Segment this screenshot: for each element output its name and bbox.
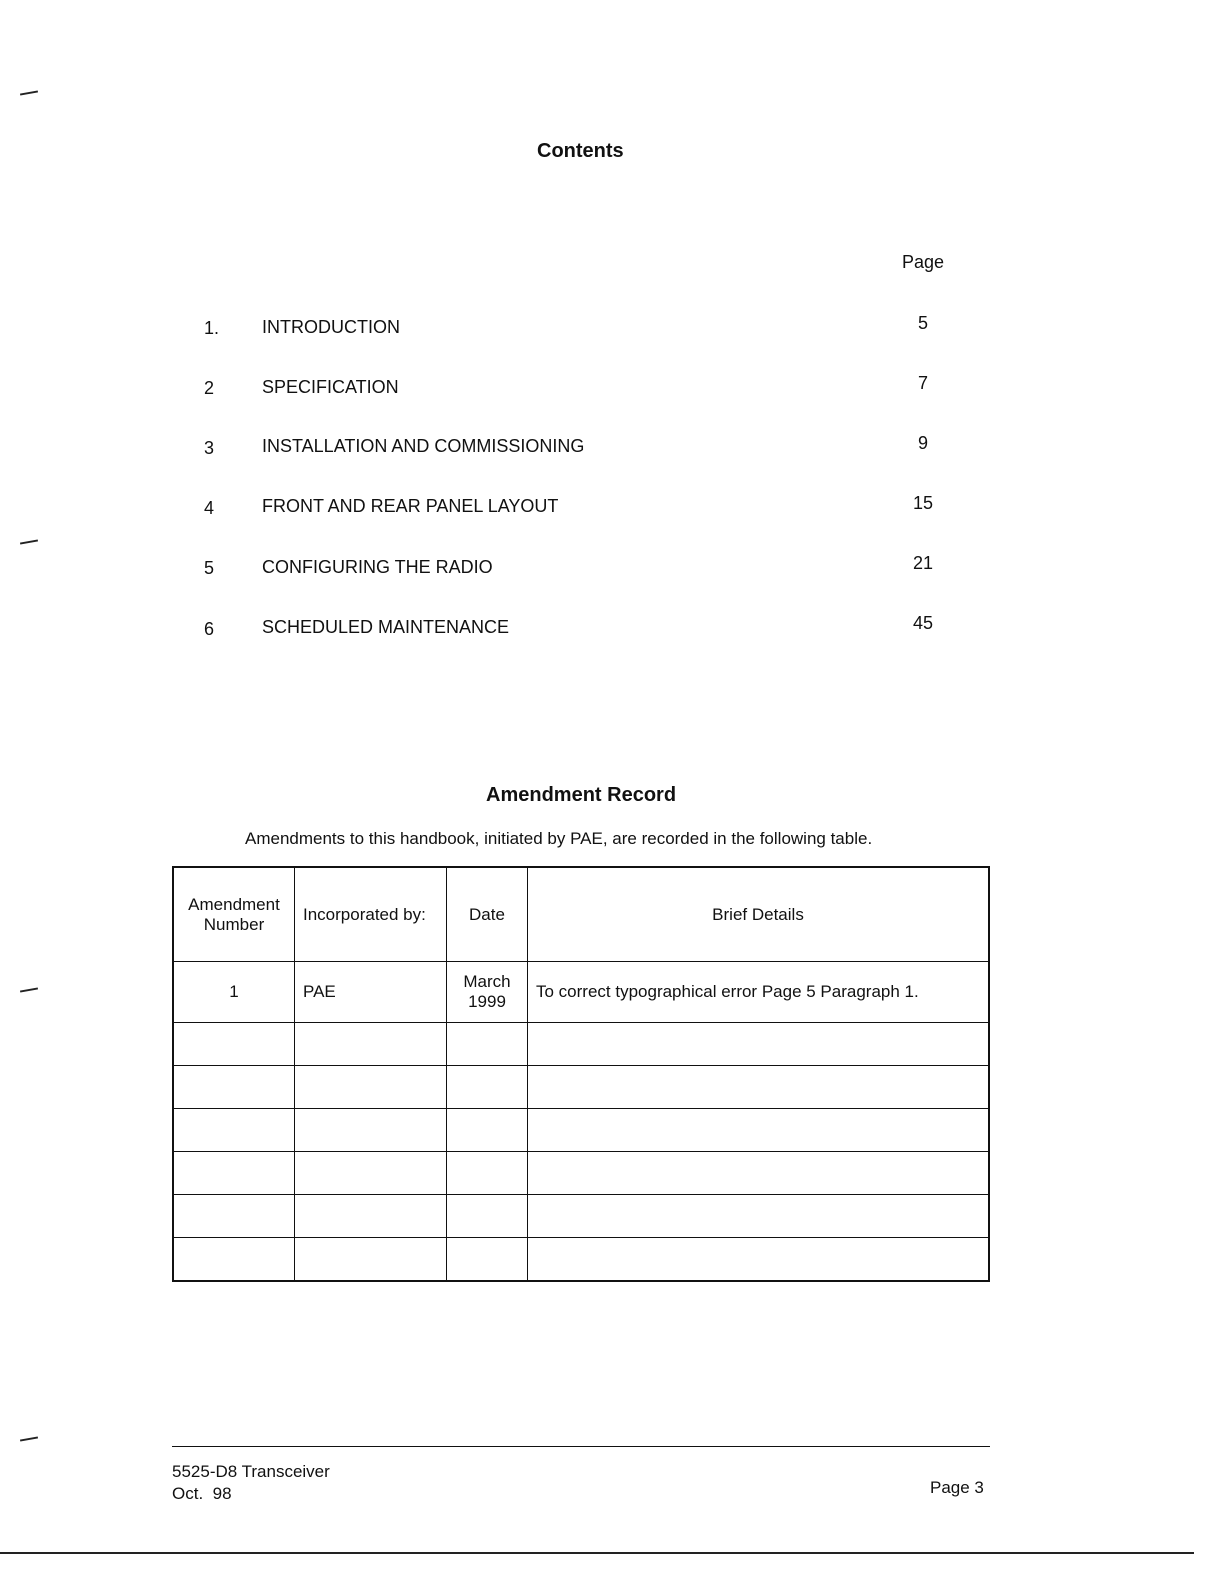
toc-number: 4 — [204, 498, 215, 518]
scan-mark — [20, 987, 38, 992]
table-cell — [447, 1109, 528, 1152]
table-cell — [173, 1023, 295, 1066]
toc-page: 45 — [912, 613, 934, 633]
header-date: Date — [447, 867, 528, 962]
table-cell — [447, 1023, 528, 1066]
toc-page: 7 — [917, 373, 928, 393]
table-cell — [528, 1023, 990, 1066]
toc-title: SPECIFICATION — [262, 377, 399, 397]
table-cell — [528, 1152, 990, 1195]
table-cell — [447, 1152, 528, 1195]
table-cell — [295, 1238, 447, 1282]
table-row-empty — [173, 1238, 989, 1282]
footer-date: Oct. 98 — [172, 1484, 232, 1503]
amendment-table — [172, 866, 990, 1282]
header-amendment-number — [173, 867, 295, 962]
table-row-empty — [173, 1152, 989, 1195]
toc-number: 2 — [204, 378, 215, 398]
table-cell — [447, 1066, 528, 1109]
toc-number: 5 — [204, 558, 215, 578]
cell-amendment-number: 1 — [173, 962, 295, 1023]
amendment-record-title: Amendment Record — [486, 784, 677, 806]
toc-title: SCHEDULED MAINTENANCE — [262, 617, 510, 637]
page-column-header: Page — [902, 252, 945, 272]
cell-incorporated-by: PAE — [295, 962, 447, 1023]
table-cell — [173, 1109, 295, 1152]
table-cell — [295, 1195, 447, 1238]
cell-date — [447, 962, 528, 1023]
toc-number: 1. — [204, 318, 220, 338]
table-row-empty — [173, 1023, 989, 1066]
toc-page: 21 — [912, 553, 934, 573]
table-cell — [447, 1195, 528, 1238]
table-cell — [173, 1152, 295, 1195]
amendment-header-row — [173, 867, 989, 962]
table-cell — [173, 1195, 295, 1238]
header-brief-details: Brief Details — [528, 867, 990, 962]
table-cell — [528, 1109, 990, 1152]
toc-number: 6 — [204, 619, 215, 639]
footer-product-info — [172, 1461, 330, 1505]
toc-title: INTRODUCTION — [262, 317, 400, 337]
footer-divider — [172, 1446, 990, 1447]
table-cell — [447, 1238, 528, 1282]
table-cell — [528, 1066, 990, 1109]
toc-page: 9 — [917, 433, 928, 453]
toc-number: 3 — [204, 438, 215, 458]
scan-mark — [20, 1436, 38, 1441]
table-cell — [173, 1066, 295, 1109]
table-cell — [528, 1195, 990, 1238]
table-cell — [295, 1152, 447, 1195]
toc-title: CONFIGURING THE RADIO — [262, 557, 493, 577]
page-bottom-edge — [0, 1552, 1194, 1554]
footer-product-name: 5525-D8 Transceiver — [172, 1462, 330, 1481]
table-row-empty — [173, 1066, 989, 1109]
toc-title: FRONT AND REAR PANEL LAYOUT — [262, 496, 559, 516]
table-cell — [528, 1238, 990, 1282]
cell-date-line2: 1999 — [468, 992, 506, 1011]
header-amendment-number-line2: Number — [203, 914, 265, 934]
table-row-empty — [173, 1195, 989, 1238]
contents-title: Contents — [537, 140, 624, 162]
header-incorporated-by: Incorporated by: — [295, 867, 447, 962]
amendment-intro: Amendments to this handbook, initiated by PAE, are recorded in the following table. — [245, 829, 873, 848]
scan-mark — [20, 90, 38, 95]
table-cell — [173, 1238, 295, 1282]
toc-page: 5 — [917, 313, 928, 333]
header-amendment-number-line1: Amendment — [188, 894, 280, 914]
table-cell — [295, 1023, 447, 1066]
cell-brief-details: To correct typographical error Page 5 Paragraph 1. — [528, 962, 990, 1023]
cell-date-line1: March — [463, 972, 511, 991]
table-row — [173, 962, 989, 1023]
table-cell — [295, 1066, 447, 1109]
table-cell — [295, 1109, 447, 1152]
toc-title: INSTALLATION AND COMMISSIONING — [262, 436, 585, 456]
table-row-empty — [173, 1109, 989, 1152]
footer-page-number: Page 3 — [930, 1478, 984, 1497]
scan-mark — [20, 539, 38, 544]
toc-page: 15 — [912, 493, 934, 513]
